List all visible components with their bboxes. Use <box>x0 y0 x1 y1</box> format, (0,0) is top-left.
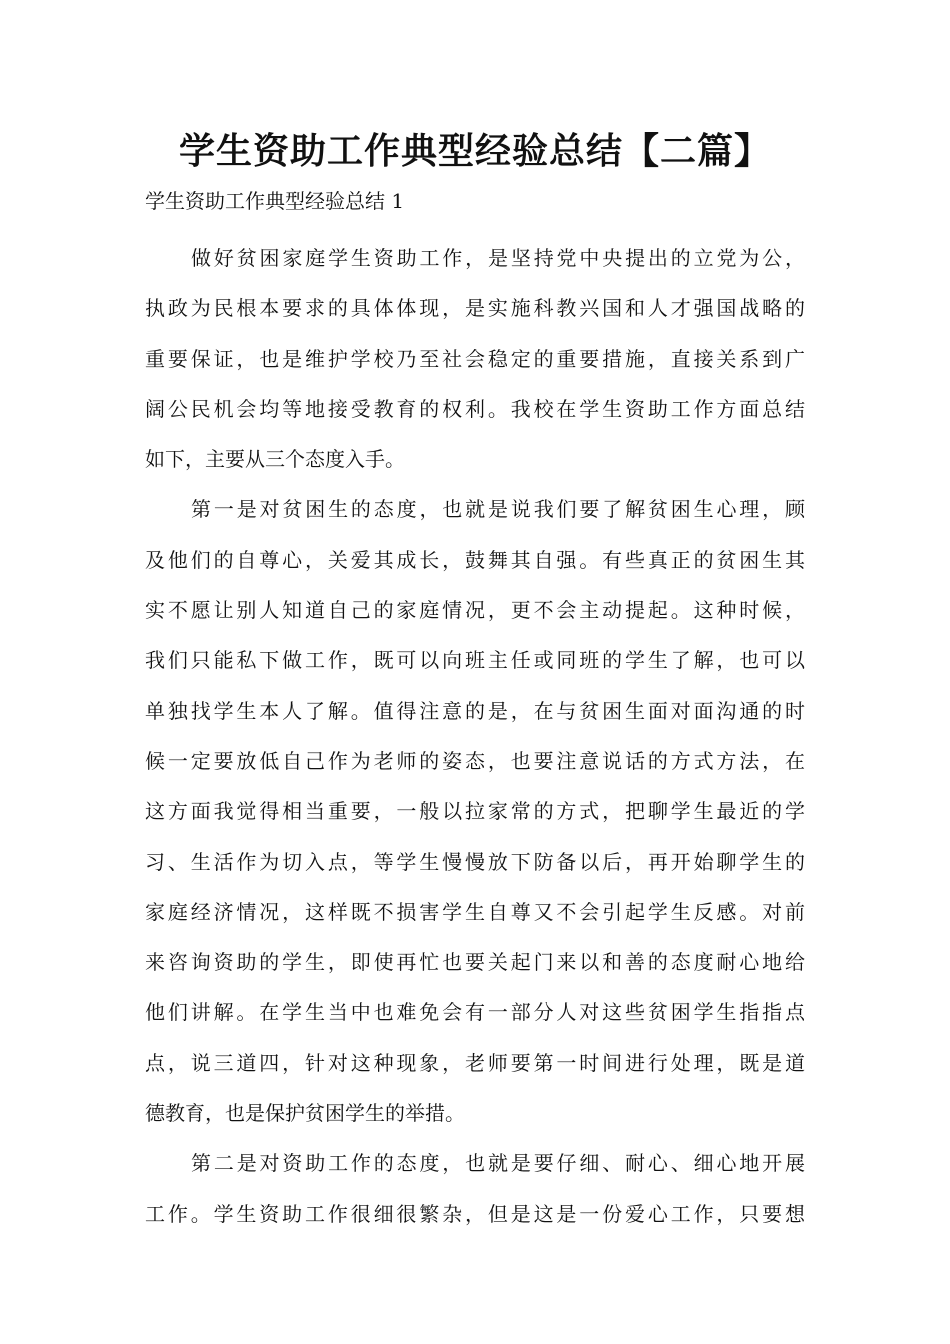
text-line: 及他们的自尊心，关爱其成长，鼓舞其自强。有些真正的贫困生其 <box>145 547 805 572</box>
section-subtitle: 学生资助工作典型经验总结 1 <box>145 189 405 213</box>
text-line: 如下，主要从三个态度入手。 <box>145 447 405 472</box>
text-line: 德教育，也是保护贫困学生的举措。 <box>145 1101 465 1126</box>
text-line: 候一定要放低自己作为老师的姿态，也要注意说话的方式方法，在 <box>145 748 805 773</box>
text-line: 阔公民机会均等地接受教育的权利。我校在学生资助工作方面总结 <box>145 396 805 421</box>
paragraph-2 <box>145 484 805 1138</box>
text-line: 家庭经济情况，这样既不损害学生自尊又不会引起学生反感。对前 <box>145 899 805 924</box>
text-line: 第二是对资助工作的态度，也就是要仔细、耐心、细心地开展 <box>191 1151 805 1176</box>
text-line: 单独找学生本人了解。值得注意的是，在与贫困生面对面沟通的时 <box>145 698 805 723</box>
text-line: 实不愿让别人知道自己的家庭情况，更不会主动提起。这种时候， <box>145 598 805 623</box>
text-line: 他们讲解。在学生当中也难免会有一部分人对这些贫困学生指指点 <box>145 1000 805 1025</box>
text-line: 第一是对贫困生的态度，也就是说我们要了解贫困生心理，顾 <box>191 497 805 522</box>
text-line: 点，说三道四，针对这种现象，老师要第一时间进行处理，既是道 <box>145 1050 805 1075</box>
paragraph-3 <box>145 1138 805 1239</box>
text-line: 习、生活作为切入点，等学生慢慢放下防备以后，再开始聊学生的 <box>145 849 805 874</box>
text-line: 重要保证，也是维护学校乃至社会稳定的重要措施，直接关系到广 <box>145 346 805 371</box>
text-line: 做好贫困家庭学生资助工作，是坚持党中央提出的立党为公， <box>191 246 805 270</box>
document-title: 学生资助工作典型经验总结【二篇】 <box>178 131 771 172</box>
text-line: 工作。学生资助工作很细很繁杂，但是这是一份爱心工作，只要想 <box>145 1201 805 1226</box>
text-line: 来咨询资助的学生，即使再忙也要关起门来以和善的态度耐心地给 <box>145 950 805 975</box>
text-line: 我们只能私下做工作，既可以向班主任或同班的学生了解，也可以 <box>145 648 805 673</box>
text-line: 执政为民根本要求的具体体现，是实施科教兴国和人才强国战略的 <box>145 296 805 321</box>
document-body <box>145 233 805 1239</box>
text-line: 这方面我觉得相当重要，一般以拉家常的方式，把聊学生最近的学 <box>145 799 805 824</box>
paragraph-1 <box>145 233 805 484</box>
